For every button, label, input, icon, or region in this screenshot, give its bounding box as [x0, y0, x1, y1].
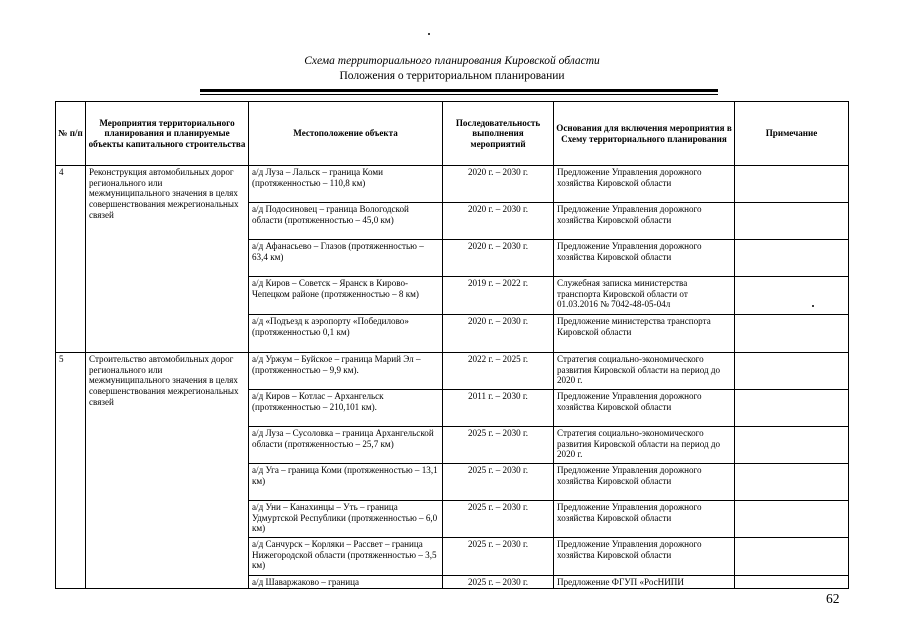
period-cell: 2020 г. – 2030 г.: [443, 315, 554, 353]
period-cell: 2022 г. – 2025 г.: [443, 353, 554, 390]
note-cell: [735, 240, 849, 277]
note-cell: [735, 277, 849, 315]
table-row: [56, 166, 849, 203]
header-rule-thin: [200, 94, 718, 95]
group-number: 5: [56, 353, 86, 589]
location-cell: а/д Уржум – Буйское – граница Марий Эл – (протяженностью – 9,9 км).: [249, 353, 443, 390]
period-cell: 2025 г. – 2030 г.: [443, 501, 554, 538]
note-cell: [735, 390, 849, 427]
note-cell: [735, 203, 849, 240]
note-cell: [735, 576, 849, 589]
column-header: Последовательность выполнения мероприятий: [443, 102, 554, 166]
basis-cell: Предложение Управления дорожного хозяйства Кировской области: [554, 240, 735, 277]
location-cell: а/д Киров – Котлас – Архангельск (протяженностью – 210,101 км).: [249, 390, 443, 427]
period-cell: 2020 г. – 2030 г.: [443, 240, 554, 277]
location-cell: а/д «Подъезд к аэропорту «Победилово» (протяженностью 0,1 км): [249, 315, 443, 353]
period-cell: 2025 г. – 2030 г.: [443, 538, 554, 576]
basis-cell: Предложение Управления дорожного хозяйства Кировской области: [554, 501, 735, 538]
basis-cell: Предложение Управления дорожного хозяйства Кировской области: [554, 203, 735, 240]
page-number: 62: [826, 591, 840, 606]
basis-cell: Предложение Управления дорожного хозяйства Кировской области: [554, 390, 735, 427]
header-rule-thick: [200, 89, 718, 92]
group-number: 4: [56, 166, 86, 353]
note-cell: [735, 427, 849, 464]
note-cell: [735, 464, 849, 501]
note-cell: [735, 501, 849, 538]
period-cell: 2025 г. – 2030 г.: [443, 464, 554, 501]
column-header: № п/п: [56, 102, 86, 166]
basis-cell: Служебная записка министерства транспорта Кировской области от 01.03.2016 № 7042-48-05-04л: [554, 277, 735, 315]
basis-cell: Стратегия социально-экономического развития Кировской области на период до 2020 г.: [554, 427, 735, 464]
basis-cell: Предложение министерства транспорта Кировской области: [554, 315, 735, 353]
basis-cell: Предложение Управления дорожного хозяйства Кировской области: [554, 538, 735, 576]
location-cell: а/д Шаваржаково – граница: [249, 576, 443, 589]
location-cell: а/д Подосиновец – граница Вологодской области (протяженностью – 45,0 км): [249, 203, 443, 240]
basis-cell: Предложение Управления дорожного хозяйства Кировской области: [554, 464, 735, 501]
group-measure: Строительство автомобильных дорог регионального или межмуниципального значения в целях совершенствования межрегиональных связей: [86, 353, 249, 589]
basis-cell: Предложение ФГУП «РосНИПИ: [554, 576, 735, 589]
column-header: Местоположение объекта: [249, 102, 443, 166]
location-cell: а/д Санчурск – Корляки – Рассвет – граница Нижегородской области (протяженностью – 3,5 км): [249, 538, 443, 576]
location-cell: а/д Киров – Советск – Яранск в Кирово-Чепецком районе (протяженностью – 8 км): [249, 277, 443, 315]
period-cell: 2011 г. – 2030 г.: [443, 390, 554, 427]
basis-cell: Стратегия социально-экономического развития Кировской области на период до 2020 г.: [554, 353, 735, 390]
location-cell: а/д Афанасьево – Глазов (протяженностью – 63,4 км): [249, 240, 443, 277]
location-cell: а/д Луза – Лальск – граница Коми (протяженностью – 110,8 км): [249, 166, 443, 203]
basis-cell: Предложение Управления дорожного хозяйства Кировской области: [554, 166, 735, 203]
table-header-row: [56, 102, 849, 166]
scan-speck: [428, 33, 430, 35]
period-cell: 2025 г. – 2030 г.: [443, 576, 554, 589]
document-subtitle: Положения о территориальном планировании: [339, 70, 565, 82]
table-row: [56, 353, 849, 390]
note-cell: [735, 166, 849, 203]
location-cell: а/д Уга – граница Коми (протяженностью – 13,1 км): [249, 464, 443, 501]
planning-table: [55, 101, 849, 589]
period-cell: 2025 г. – 2030 г.: [443, 427, 554, 464]
period-cell: 2020 г. – 2030 г.: [443, 203, 554, 240]
note-cell: [735, 353, 849, 390]
document-title: Схема территориального планирования Кировской области: [304, 55, 600, 67]
note-cell: [735, 315, 849, 353]
column-header: Основания для включения мероприятия в Схему территориального планирования: [554, 102, 735, 166]
location-cell: а/д Уни – Канахинцы – Уть – граница Удмуртской Республики (протяженностью – 6,0 км): [249, 501, 443, 538]
group-measure: Реконструкция автомобильных дорог регионального или межмуниципального значения в целях совершенствования межрегиональных связей: [86, 166, 249, 353]
column-header: Примечание: [735, 102, 849, 166]
note-cell: [735, 538, 849, 576]
column-header: Мероприятия территориального планирования и планируемые объекты капитального строительства: [86, 102, 249, 166]
period-cell: 2020 г. – 2030 г.: [443, 166, 554, 203]
location-cell: а/д Луза – Сусоловка – граница Архангельской области (протяженностью – 25,7 км): [249, 427, 443, 464]
period-cell: 2019 г. – 2022 г.: [443, 277, 554, 315]
